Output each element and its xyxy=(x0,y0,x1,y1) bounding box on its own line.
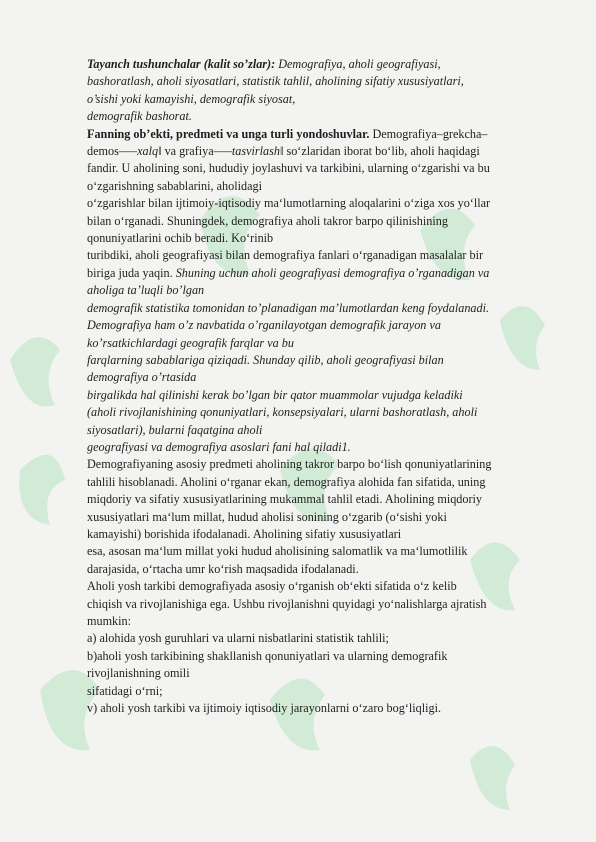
paragraph-1-line-12: Demografiya ham o’z navbatida o’rganilayotgan demografik jarayon va xyxy=(87,318,441,333)
paragraph-1-line-15: demografiya o’rtasida xyxy=(87,370,197,385)
paragraph-1-line-9: biriga juda yaqin. Shuning uchun aholi geografiyasi demografiya o’rganadigan va xyxy=(87,265,490,280)
paragraph-1-line-2: demos–—xalq‖ va grafiya—–tasvirlash‖ so‘zlaridan iborat bo‘lib, aholi haqidagi xyxy=(87,144,480,159)
paragraph-3-line-3: mumkin: xyxy=(87,614,132,628)
paragraph-3-line-2: chiqish va rivojlanishiga ega. Ushbu rivojlanishni quyidagi yo‘nalishlarga ajratish xyxy=(87,596,487,611)
list-item-b-line-1: b)aholi yosh tarkibining shakllanish qonuniyatlari va ularning demografik xyxy=(87,648,448,663)
document-body xyxy=(87,56,557,717)
keywords-line-1: Tayanch tushunchalar (kalit so’zlar): Demografiya, aholi geografiyasi, xyxy=(87,57,441,71)
keywords-line-3: o’sishi yoki kamayishi, demografik siyosat, xyxy=(87,91,296,106)
paragraph-1-line-16: birgalikda hal qilinishi kerak bo’lgan bir qator muammolar vujudga keladiki xyxy=(87,387,463,402)
list-item-b-line-2: rivojlanishning omili xyxy=(87,666,190,681)
paragraph-3-line-1: Aholi yosh tarkibi demografiyada asosiy o‘rganish ob‘ekti sifatida o‘z kelib xyxy=(87,579,457,594)
paragraph-2-line-3: miqdoriy va sifatiy xususiyatlarining mukammal tahlil etadi. Aholining miqdoriy xyxy=(87,492,483,507)
paragraph-1-line-13: ko’rsatkichlardagi geografik farqlar va bu xyxy=(87,335,294,350)
paragraph-1-line-3: fandir. U aholining soni, hududiy joylashuvi va tarkibini, ularning o‘zgarishi va bu xyxy=(87,161,490,176)
keywords-line-2: bashoratlash, aholi siyosatlari, statistik tahlil, aholining sifatiy xususiyatlari, xyxy=(87,74,464,89)
paragraph-1-line-5: o‘zgarishlar bilan ijtimoiy-iqtisodiy ma‘lumotlarning aloqalarini o‘ziga xos yo‘llar xyxy=(87,196,491,211)
paragraph-1-line-1: Fanning ob’ekti, predmeti va unga turli yondoshuvlar. Demografiya–grekcha– xyxy=(87,126,488,141)
paragraph-1-line-14: farqlarning sabablariga qiziqadi. Shunday qilib, aholi geografiyasi bilan xyxy=(87,352,444,367)
list-item-a: a) alohida yosh guruhlari va ularni nisbatlarini statistik tahlili; xyxy=(87,631,389,646)
paragraph-1-line-18: siyosatlari), bularni faqatgina aholi xyxy=(87,422,263,437)
paragraph-1-line-4: o‘zgarishning sabablarini, aholidagi xyxy=(87,178,262,193)
paragraph-1-line-6: bilan o‘rganadi. Shuningdek, demografiya aholi takror barpo qilinishining xyxy=(87,213,448,228)
paragraph-2-line-7: darajasida, o‘rtacha umr ko‘rish maqsadida ifodalanadi. xyxy=(87,561,359,576)
paragraph-1-line-10: aholiga ta’luqli bo’lgan xyxy=(87,283,205,298)
paragraph-1-line-11: demografik statistika tomonidan to’planadigan ma’lumotlardan keng foydalanadi. xyxy=(87,300,490,315)
keywords-line-4: demografik bashorat. xyxy=(87,109,192,124)
paragraph-2-line-1: Demografiyaning asosiy predmeti aholining takror barpo bo‘lish qonuniyatlarining xyxy=(87,457,492,472)
list-item-v: v) aholi yosh tarkibi va ijtimoiy iqtisodiy jarayonlarni o‘zaro bog‘liqligi. xyxy=(87,701,442,716)
paragraph-2-line-4: xususiyatlari ma‘lum millat, hudud aholisi sonining o‘zgarib (o‘sishi yoki xyxy=(87,509,447,524)
paragraph-2-line-5: kamayishi) borishida ifodalanadi. Aholining sifatiy xususiyatlari xyxy=(87,526,402,541)
paragraph-2-line-2: tahlili hisoblanadi. Aholini o‘rganar ekan, demografiya alohida fan sifatida, uning xyxy=(87,474,486,489)
paragraph-2-line-6: esa, asosan ma‘lum millat yoki hudud aholisining salomatlik va ma‘lumotlilik xyxy=(87,544,468,559)
paragraph-1-line-17: (aholi rivojlanishining qonuniyatlari, konsepsiyalari, ularni bashoratlash, aholi xyxy=(87,405,478,420)
paragraph-1-line-19: geografiyasi va demografiya asoslari fani hal qiladi1. xyxy=(87,439,351,454)
paragraph-1-line-8: turibdiki, aholi geografiyasi bilan demografiya fanlari o‘rganadigan masalalar bir xyxy=(87,248,484,263)
paragraph-1-line-7: qonuniyatlarini ochib beradi. Ko‘rinib xyxy=(87,231,274,246)
keywords-title: Tayanch tushunchalar (kalit so’zlar): xyxy=(87,57,276,71)
list-item-b-line-3: sifatidagi o‘rni; xyxy=(87,683,163,698)
section-title: Fanning ob’ekti, predmeti va unga turli yondoshuvlar. xyxy=(87,126,370,141)
